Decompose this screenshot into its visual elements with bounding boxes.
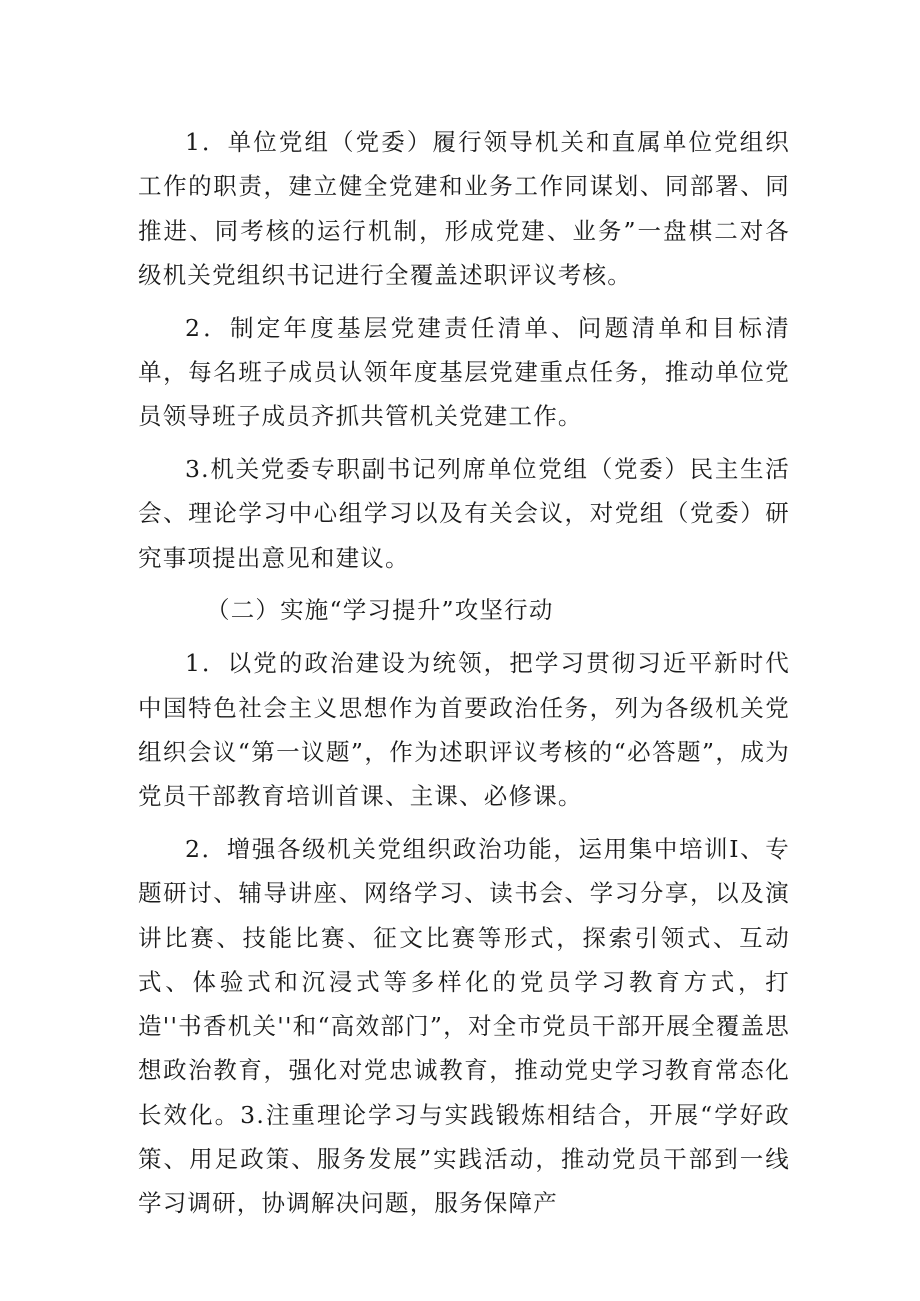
paragraph-1-2: 2．制定年度基层党建责任清单、问题清单和目标清单，每名班子成员认领年度基层党建重点任务，推动单位党员领导班子成员齐抓共管机关党建工作。 [138,313,790,431]
paragraph-2-1: 1．以党的政治建设为统领，把学习贯彻习近平新时代中国特色社会主义思想作为首要政治任务，列为各级机关党组织会议“第一议题”，作为述职评议考核的“必答题”，成为党员干部教育培训首课、主课、必修课。 [138,649,790,811]
paragraph-2-2: 2．增强各级机关党组织政治功能，运用集中培训I、专题研讨、辅导讲座、网络学习、读书会、学习分享，以及演讲比赛、技能比赛、征文比赛等形式，探索引领式、互动式、体验式和沉浸式等多样化的党员学习教育方式，打造''书香机关''和“高效部门”，对全市党员干部开展全覆盖思想政治教育，强化对党忠诚教育，推动党史学习教育常态化长效化。3.注重理论学习与实践锻炼相结合，开展“学好政策、用足政策、服务发展”实践活动，推动党员干部到一线学习调研，协调解决问题，服务保障产 [138,834,790,1218]
paragraph-1-1: 1．单位党组（党委）履行领导机关和直属单位党组织工作的职责，建立健全党建和业务工作同谋划、同部署、同推进、同考核的运行机制，形成党建、业务”一盘棋二对各级机关党组织书记进行全覆盖述职评议考核。 [138,128,790,289]
section-heading: （二）实施“学习提升”攻坚行动 [206,596,554,625]
paragraph-1-3: 3.机关党委专职副书记列席单位党组（党委）民主生活会、理论学习中心组学习以及有关会议，对党组（党委）研究事项提出意见和建议。 [138,455,790,572]
document-body [138,120,790,1234]
